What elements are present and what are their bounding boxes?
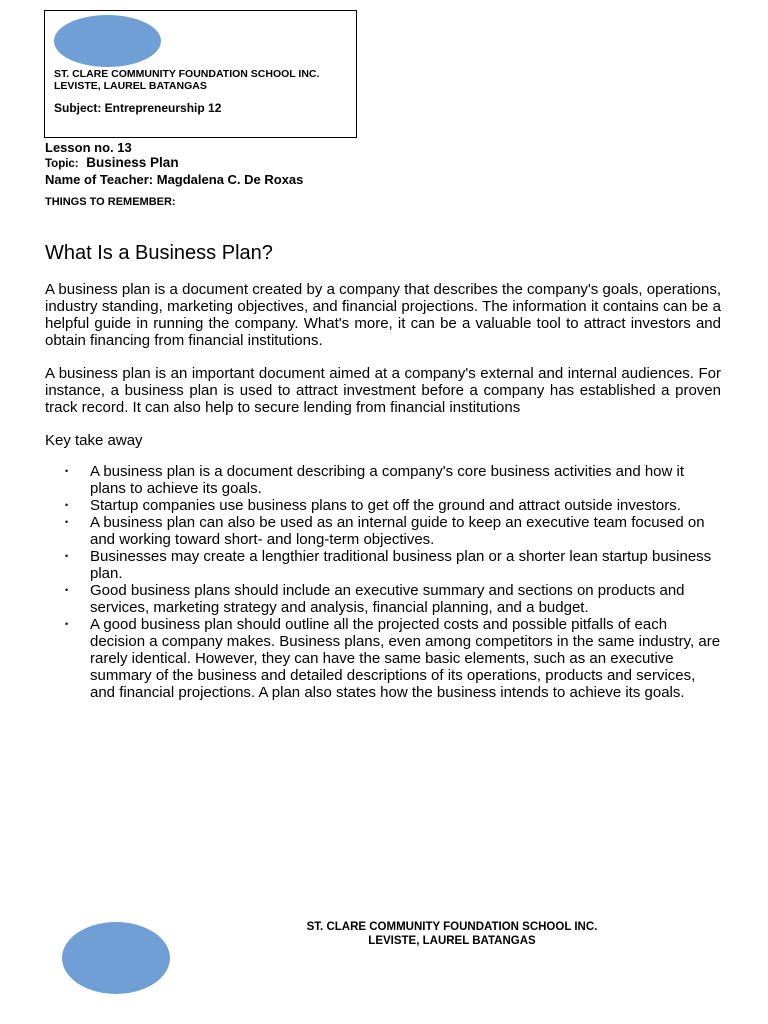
school-logo-icon [54,15,161,67]
school-address: LEVISTE, LAUREL BATANGAS [54,80,207,92]
list-item [65,497,721,514]
paragraph-intro: A business plan is a document created by a company that describes the company's goals, operations, industry standing, marketing objectives, and financial projections. The information it contains can be a helpful guide in running the company. What's more, it can be a valuable tool to attract investors and obtain financing from financial institutions. [45,281,721,349]
things-to-remember: THINGS TO REMEMBER: [45,196,176,208]
list-item [65,582,721,616]
teacher-name: Name of Teacher: Magdalena C. De Roxas [45,172,304,187]
key-takeaway-label: Key take away [45,432,143,449]
bullet-icon: • [65,551,69,561]
header-box [44,10,357,138]
list-item [65,548,721,582]
topic-value: Business Plan [86,155,179,170]
bullet-icon: • [65,517,69,527]
list-item-text: Startup companies use business plans to get off the ground and attract outside investors. [90,497,681,514]
school-name: ST. CLARE COMMUNITY FOUNDATION SCHOOL INC. [54,68,320,80]
list-item-text: A good business plan should outline all the projected costs and possible pitfalls of each decision a company makes. Business plans, even among competitors in the same industry, are rarely identical. However, they can have the same basic elements, such as an executive summary of the business and detailed descriptions of its operations, products and services, and financial projections. A plan also states how the business intends to achieve its goals. [90,616,721,701]
bullet-icon: • [65,466,69,476]
list-item-text: A business plan can also be used as an internal guide to keep an executive team focused on and working toward short- and long-term objectives. [90,514,705,548]
topic-label: Topic: [45,158,79,170]
bullet-icon: • [65,500,69,510]
bullet-icon: • [65,585,69,595]
list-item [65,463,721,497]
list-item [65,616,721,701]
subject-line: Subject: Entrepreneurship 12 [54,101,222,115]
list-item-text: Good business plans should include an executive summary and sections on products and services, marketing strategy and analysis, financial planning, and a budget. [90,582,685,616]
lesson-info [45,140,303,187]
lesson-topic [45,155,303,172]
footer-logo-icon [62,922,170,994]
lesson-content [45,240,721,701]
list-item-text: Businesses may create a lengthier traditional business plan or a shorter lean startup business plan. [90,548,712,582]
list-item [65,514,721,548]
school-header [54,68,319,92]
footer [252,921,652,948]
bullet-icon: • [65,619,69,629]
page-title: What Is a Business Plan? [45,242,273,264]
lesson-number: Lesson no. 13 [45,140,132,155]
takeaway-list [45,463,721,701]
paragraph-audiences: A business plan is an important document aimed at a company's external and internal audiences. For instance, a business plan is used to attract investment before a company has established a proven track record. It can also help to secure lending from financial institutions [45,365,721,416]
list-item-text: A business plan is a document describing a company's core business activities and how it plans to achieve its goals. [90,463,685,497]
footer-school-name: ST. CLARE COMMUNITY FOUNDATION SCHOOL INC. [306,921,598,933]
footer-school-address: LEVISTE, LAUREL BATANGAS [368,934,536,947]
